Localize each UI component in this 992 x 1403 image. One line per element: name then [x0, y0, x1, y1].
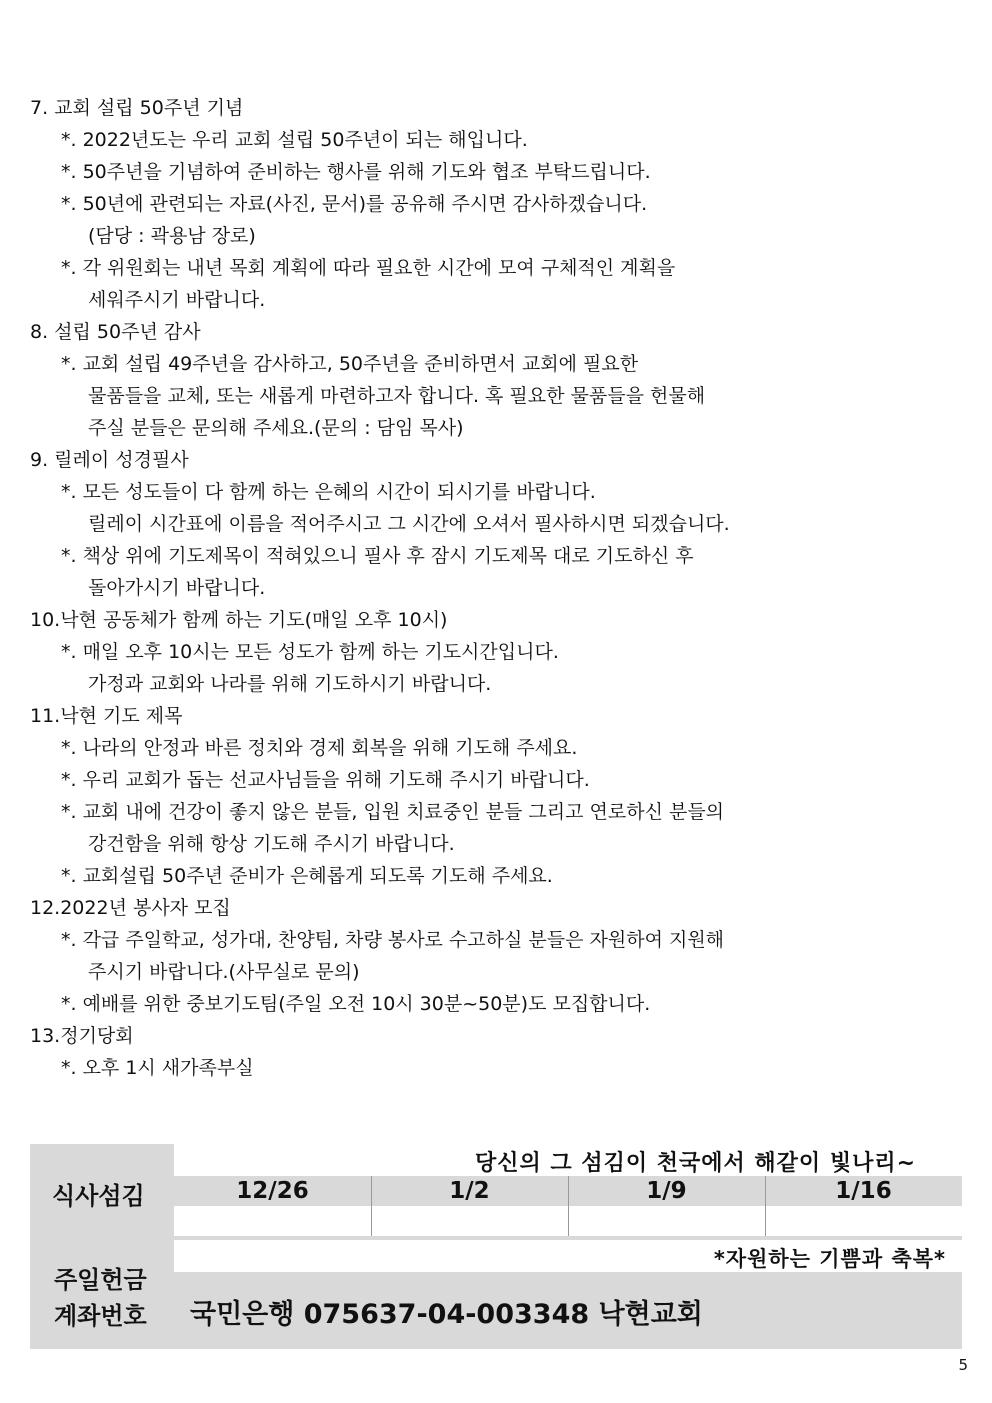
motto: 당신의 그 섬김이 천국에서 해같이 빛나리~ — [475, 1151, 917, 1176]
list-item: *. 책상 위에 기도제목이 적혀있으니 필사 후 잠시 기도제목 대로 기도하신 후 — [61, 545, 694, 567]
list-item-continuation: 주실 분들은 문의해 주세요.(문의 : 담임 목사) — [88, 417, 464, 439]
list-item: *. 50주년을 기념하여 준비하는 행사를 위해 기도와 협조 부탁드립니다. — [61, 161, 651, 183]
date-header-1: 12/26 — [236, 1178, 309, 1204]
list-item-continuation: 물품들을 교체, 또는 새롭게 마련하고자 합니다. 혹 필요한 물품들을 헌물해 — [88, 385, 706, 407]
page-number: 5 — [958, 1356, 968, 1374]
offering-note: *자원하는 기쁨과 축복* — [713, 1247, 946, 1271]
section-heading: 12.2022년 봉사자 모집 — [30, 897, 231, 919]
list-item: *. 교회 내에 건강이 좋지 않은 분들, 입원 치료중인 분들 그리고 연로하신 분들의 — [61, 801, 725, 823]
list-item-continuation: 주시기 바랍니다.(사무실로 문의) — [88, 961, 360, 983]
date-header-4: 1/16 — [835, 1178, 892, 1204]
list-item-continuation: 돌아가시기 바랍니다. — [88, 577, 266, 599]
offering-label: 주일헌금 — [54, 1266, 147, 1294]
list-item: *. 교회 설립 49주년을 감사하고, 50주년을 준비하면서 교회에 필요한 — [61, 353, 639, 375]
list-item: *. 각 위원회는 내년 목회 계획에 따라 필요한 시간에 모여 구체적인 계획을 — [61, 257, 676, 279]
list-item: *. 나라의 안정과 바른 정치와 경제 회복을 위해 기도해 주세요. — [61, 737, 578, 759]
list-item: *. 교회설립 50주년 준비가 은혜롭게 되도록 기도해 주세요. — [61, 865, 553, 887]
account-label: 계좌번호 — [54, 1302, 147, 1330]
date-header-3: 1/9 — [646, 1178, 687, 1204]
bank-account: 국민은행 075637-04-003348 낙현교회 — [190, 1299, 703, 1330]
list-item: *. 모든 성도들이 다 함께 하는 은혜의 시간이 되시기를 바랍니다. — [61, 481, 596, 503]
list-item-continuation: 세워주시기 바랍니다. — [88, 289, 266, 311]
list-item: *. 각급 주일학교, 성가대, 찬양팀, 차량 봉사로 수고하실 분들은 자원하여 지원해 — [61, 929, 725, 951]
section-heading: 7. 교회 설립 50주년 기념 — [30, 97, 244, 119]
date-header-2: 1/2 — [449, 1178, 490, 1204]
section-heading: 13.정기당회 — [30, 1025, 134, 1047]
list-item: *. 오후 1시 새가족부실 — [61, 1057, 254, 1079]
list-item-continuation: 강건함을 위해 항상 기도해 주시기 바랍니다. — [88, 833, 455, 855]
list-item: *. 매일 오후 10시는 모든 성도가 함께 하는 기도시간입니다. — [61, 641, 559, 663]
list-item: *. 50년에 관련되는 자료(사진, 문서)를 공유해 주시면 감사하겠습니다. — [61, 193, 648, 215]
section-heading: 8. 설립 50주년 감사 — [30, 321, 201, 343]
meal-service-label: 식사섬김 — [52, 1182, 145, 1210]
section-heading: 9. 릴레이 성경필사 — [30, 449, 189, 471]
list-item: *. 예배를 위한 중보기도팀(주일 오전 10시 30분~50분)도 모집합니다. — [61, 993, 651, 1015]
section-heading: 10.낙현 공동체가 함께 하는 기도(매일 오후 10시) — [30, 609, 448, 631]
announcement-list — [30, 92, 950, 1084]
list-item: *. 우리 교회가 돕는 선교사님들을 위해 기도해 주시기 바랍니다. — [61, 769, 590, 791]
list-item: *. 2022년도는 우리 교회 설립 50주년이 되는 해입니다. — [61, 129, 528, 151]
list-item-continuation: 릴레이 시간표에 이름을 적어주시고 그 시간에 오셔서 필사하시면 되겠습니다. — [88, 513, 730, 535]
list-item-continuation: 가정과 교회와 나라를 위해 기도하시기 바랍니다. — [88, 673, 492, 695]
section-heading: 11.낙현 기도 제목 — [30, 705, 183, 727]
list-item-continuation: (담당 : 곽용남 장로) — [88, 225, 256, 247]
